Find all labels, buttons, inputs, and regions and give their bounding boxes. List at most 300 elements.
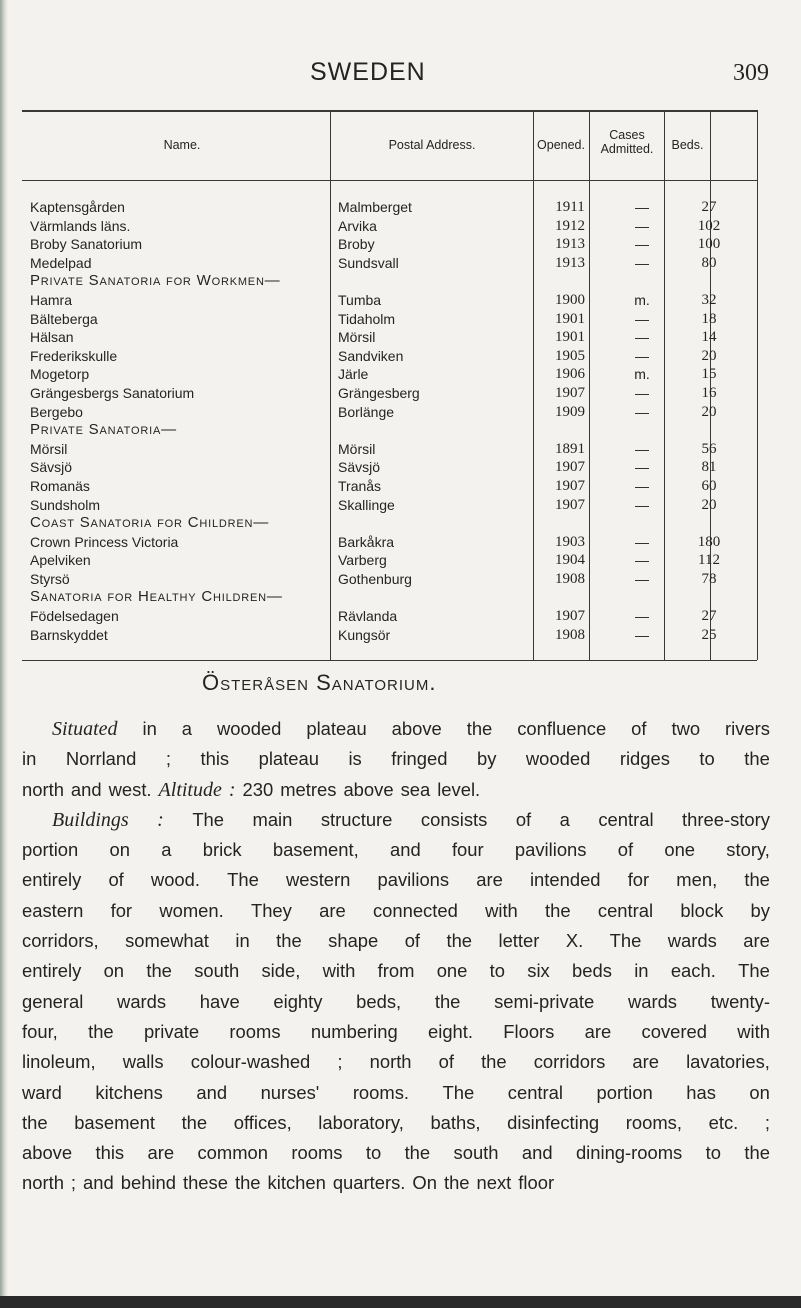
word: are [632, 1051, 659, 1073]
cell-opened: 1912 [555, 217, 585, 234]
word: the [744, 869, 770, 891]
word: to [705, 1142, 721, 1164]
cell-cases: — [635, 570, 649, 587]
word: the [404, 1142, 431, 1164]
cell-opened: 1907 [555, 459, 585, 476]
cell-cases: — [635, 217, 649, 234]
cell-opened: 1907 [555, 608, 585, 625]
cell-beds: 27 [701, 199, 717, 215]
word: plateau [258, 748, 319, 770]
word: rivers [725, 718, 770, 739]
word: letter [498, 930, 540, 952]
word: three-story [682, 808, 770, 830]
word: of [631, 718, 647, 739]
word: lavatories, [686, 1051, 770, 1073]
word: wards [667, 930, 717, 952]
table-row [22, 198, 764, 217]
word: wards [117, 990, 167, 1012]
word: central [598, 808, 654, 830]
word: basement [74, 1111, 155, 1133]
word: beds, [356, 990, 402, 1012]
cell-cases: — [635, 236, 649, 253]
word: fringed [391, 748, 448, 770]
cell-cases: — [635, 254, 649, 271]
word: dining-rooms [575, 1142, 683, 1164]
word: these [182, 1172, 228, 1194]
word: in [235, 930, 250, 952]
word: Altitude [158, 778, 222, 801]
word: Buildings [52, 808, 129, 831]
word: of [438, 1051, 454, 1073]
word: ; [165, 748, 171, 770]
word: offices, [233, 1111, 292, 1133]
text-line [22, 956, 770, 986]
cell-name: Kaptensgården [30, 199, 125, 215]
cell-beds: 27 [701, 608, 717, 625]
cell-cases: — [635, 608, 649, 625]
cell-address: Grängesberg [338, 384, 420, 401]
word: general [22, 990, 84, 1012]
word: a [181, 718, 193, 739]
table-row [22, 254, 764, 273]
word: one [436, 960, 468, 982]
cell-beds: 81 [701, 459, 717, 476]
word: entirely [22, 960, 82, 982]
word: portion [596, 1081, 653, 1103]
word: common [197, 1142, 268, 1164]
word: the [744, 748, 770, 770]
cell-address: Tidaholm [338, 310, 396, 327]
word: one [664, 839, 696, 861]
table-row [22, 440, 764, 459]
cell-address: Sandviken [338, 347, 404, 364]
cell-name: Hälsan [30, 329, 74, 346]
cell-name: Mörsil [30, 440, 68, 457]
table-row [22, 533, 764, 552]
cell-name: Bergebo [30, 403, 83, 420]
word: the [545, 899, 571, 921]
table-row [22, 607, 764, 626]
word: private [143, 1020, 200, 1042]
word: the [234, 1172, 261, 1194]
col-header-opened: Opened. [537, 138, 585, 152]
cell-address: Sundsvall [338, 254, 399, 271]
cell-beds: 20 [701, 347, 717, 364]
cell-opened: 1903 [555, 533, 585, 550]
word: etc. [708, 1111, 739, 1133]
word: central [597, 899, 654, 921]
table-group-heading [22, 588, 764, 607]
text-line [22, 1017, 770, 1047]
word: colour-washed [190, 1051, 311, 1073]
table-row [22, 570, 764, 589]
word: laboratory, [318, 1111, 404, 1133]
table-row [22, 328, 764, 347]
word: the [88, 1020, 114, 1042]
word: the [146, 960, 172, 982]
word: with [485, 899, 518, 921]
word: metres [280, 778, 337, 800]
cell-beds: 20 [701, 403, 717, 420]
cell-opened: 1906 [555, 366, 585, 383]
cell-beds: 56 [701, 440, 717, 457]
word: the [443, 1172, 470, 1194]
text-line [22, 1108, 770, 1138]
cell-beds: 102 [697, 217, 721, 234]
cell-address: Malmberget [338, 199, 412, 215]
cell-name: Grängesbergs Sanatorium [30, 384, 195, 401]
cell-address: Broby [338, 236, 375, 253]
running-head [0, 58, 801, 98]
word: shape [328, 930, 379, 952]
cell-cases: — [635, 626, 649, 643]
word: confluence [517, 718, 607, 739]
cell-opened: 1891 [555, 440, 585, 457]
cell-cases: — [635, 552, 649, 569]
word: sea [400, 778, 431, 800]
cell-opened: 1901 [555, 310, 585, 327]
cell-address: Mörsil [338, 440, 376, 457]
cell-beds: 14 [701, 329, 717, 346]
word: to [365, 1142, 382, 1164]
word: linoleum, [22, 1051, 96, 1073]
text-line [22, 1138, 770, 1168]
word: central [507, 1081, 563, 1103]
word: of [404, 930, 421, 952]
word: ; [337, 1051, 343, 1073]
cell-opened: 1908 [555, 570, 585, 587]
word: has [686, 1081, 716, 1103]
word: with [322, 960, 356, 982]
cell-name: Sanatoria for Healthy Children— [30, 588, 283, 606]
word: of [515, 808, 532, 830]
table-body [22, 198, 764, 644]
word: semi-private [494, 990, 595, 1012]
word: Floors [503, 1020, 555, 1042]
word: The [227, 869, 259, 891]
cell-name: Barnskyddet [30, 626, 108, 643]
word: the [466, 718, 493, 739]
cell-cases: — [635, 384, 649, 401]
word: rooms [291, 1142, 343, 1164]
word: by [750, 899, 770, 921]
word: pavilions [377, 869, 450, 891]
cell-name: Hamra [30, 291, 73, 308]
word: this [200, 748, 230, 770]
cell-cases: — [635, 329, 649, 346]
cell-beds: 78 [701, 570, 717, 587]
word: in [142, 718, 157, 739]
col-header-beds: Beds. [671, 138, 704, 152]
word: kitchens [95, 1081, 163, 1103]
word: a [161, 839, 172, 861]
word: The [609, 930, 642, 952]
word: the [22, 1111, 48, 1133]
word: to [489, 960, 505, 982]
word: six [527, 960, 550, 982]
cell-name: Styrsö [30, 570, 70, 587]
cell-opened: 1900 [555, 291, 585, 308]
word: the [744, 1142, 770, 1164]
cell-name: Apelviken [30, 552, 91, 569]
cell-opened: 1907 [555, 384, 585, 401]
word: The [192, 808, 225, 830]
word: the [181, 1111, 208, 1133]
word: : [157, 808, 164, 831]
word: four, [22, 1020, 58, 1042]
word: intended [529, 869, 601, 891]
cell-name: Födelsedagen [30, 608, 119, 625]
table-group-heading [22, 514, 764, 533]
word: on [103, 960, 125, 982]
word: of [617, 839, 634, 861]
word: are [319, 899, 346, 921]
cell-address: Mörsil [338, 329, 376, 346]
cell-name: Private Sanatoria— [30, 421, 177, 439]
cell-address: Gothenburg [338, 570, 412, 587]
word: entirely [22, 869, 82, 891]
word: on [109, 839, 130, 861]
word: : [228, 778, 236, 801]
word: consists [420, 808, 488, 830]
word: on [749, 1081, 770, 1103]
word: ridges [619, 748, 670, 770]
table-row [22, 291, 764, 310]
word: quarters. [332, 1172, 406, 1194]
text-line [22, 865, 770, 895]
cell-name: Sundsholm [30, 496, 101, 513]
word: men, [676, 869, 718, 891]
cell-opened: 1911 [555, 199, 585, 215]
word: rooms. [352, 1081, 410, 1103]
table-group-heading [22, 272, 764, 291]
table-header-rule [22, 180, 757, 181]
word: above [391, 718, 442, 739]
word: side, [261, 960, 301, 982]
word: X. [565, 930, 584, 952]
table-row [22, 347, 764, 366]
table-row [22, 310, 764, 329]
word: portion [22, 839, 79, 861]
word: the [276, 930, 302, 952]
word: somewhat [125, 930, 209, 952]
cell-name: Private Sanatoria for Workmen— [30, 272, 281, 290]
word: wooded [216, 718, 282, 739]
word: level. [437, 778, 481, 800]
word: a [559, 808, 570, 830]
running-title: SWEDEN [310, 58, 426, 86]
cell-name: Medelpad [30, 254, 92, 271]
word: have [199, 990, 240, 1012]
word: western [285, 869, 351, 891]
word: nurses' [260, 1081, 320, 1103]
word: for [110, 899, 133, 921]
cell-cases: — [635, 477, 649, 494]
word: in [634, 960, 649, 982]
cell-opened: 1909 [555, 403, 585, 420]
cell-beds: 80 [701, 254, 717, 271]
text-line [22, 714, 770, 744]
word: north [369, 1051, 412, 1073]
cell-address: Skallinge [338, 496, 395, 513]
word: north [22, 1172, 64, 1194]
word: beds [572, 960, 612, 982]
word: eighty [273, 990, 323, 1012]
cell-address: Rävlanda [338, 608, 398, 625]
text-line [22, 987, 770, 1017]
text-line [22, 926, 770, 956]
word: block [680, 899, 724, 921]
word: ; [70, 1172, 77, 1194]
word: ward [22, 1081, 62, 1103]
word: plateau [306, 718, 367, 739]
word: the [446, 930, 473, 952]
word: The [442, 1081, 475, 1103]
word: this [95, 1142, 125, 1164]
table-row [22, 403, 764, 422]
table-row [22, 384, 764, 403]
cell-opened: 1908 [555, 626, 585, 643]
section-title: Österåsen Sanatorium. [202, 670, 437, 695]
text-line [22, 896, 770, 926]
cell-beds: 18 [701, 310, 717, 327]
cell-opened: 1904 [555, 552, 585, 569]
col-header-cases: Cases Admitted. [600, 128, 654, 156]
cell-cases: — [635, 533, 649, 550]
table-bottom-rule [22, 660, 757, 661]
cell-beds: 60 [701, 477, 717, 494]
cell-address: Tumba [338, 291, 382, 308]
text-line [22, 775, 770, 805]
word: behind [120, 1172, 176, 1194]
word: and [196, 1081, 228, 1103]
cell-name: Crown Princess Victoria [30, 533, 179, 550]
word: west. [108, 778, 152, 800]
word: twenty- [710, 990, 770, 1012]
word: is [348, 748, 362, 770]
cell-address: Tranås [338, 477, 382, 494]
page-edge-left [0, 0, 8, 1308]
word: above [343, 778, 394, 800]
word: covered [641, 1020, 707, 1042]
word: are [743, 930, 770, 952]
word: for [627, 869, 650, 891]
table-top-rule [22, 110, 757, 112]
cell-beds: 180 [697, 533, 721, 550]
table-group-heading [22, 421, 764, 440]
text-line [22, 744, 770, 774]
cell-cases: m. [634, 366, 650, 383]
cell-opened: 1913 [555, 254, 585, 271]
word: pavilions [514, 839, 587, 861]
cell-address: Borlänge [338, 403, 395, 420]
word: from [377, 960, 415, 982]
word: are [476, 869, 503, 891]
word: wooded [525, 748, 591, 770]
cell-name: Mogetorp [30, 366, 90, 383]
word: Norrland [65, 748, 137, 770]
cell-beds: 100 [697, 236, 721, 253]
word: connected [372, 899, 458, 921]
cell-address: Barkåkra [338, 533, 395, 550]
word: and [389, 839, 421, 861]
word: south [194, 960, 240, 982]
table-row [22, 365, 764, 384]
table-row [22, 477, 764, 496]
word: four [451, 839, 484, 861]
word: above [22, 1142, 73, 1164]
word: and [521, 1142, 553, 1164]
cell-beds: 32 [701, 291, 717, 308]
cell-address: Arvika [338, 217, 377, 234]
word: Situated [52, 718, 118, 740]
word: and [70, 778, 102, 800]
table-row [22, 551, 764, 570]
word: rooms [229, 1020, 281, 1042]
cell-opened: 1913 [555, 236, 585, 253]
cell-beds: 15 [701, 366, 717, 383]
cell-opened: 1907 [555, 496, 585, 513]
table-row [22, 496, 764, 515]
text-line [22, 805, 770, 835]
cell-name: Romanäs [30, 477, 90, 494]
word: south [453, 1142, 499, 1164]
word: main [252, 808, 293, 830]
word: the [481, 1051, 507, 1073]
word: On [412, 1172, 437, 1194]
word: 230 [242, 778, 274, 800]
word: women. [159, 899, 224, 921]
word: floor [518, 1172, 555, 1194]
cell-beds: 112 [698, 552, 720, 569]
cell-address: Järle [338, 366, 369, 383]
word: baths, [430, 1111, 481, 1133]
cell-beds: 16 [701, 384, 717, 401]
word: eastern [22, 899, 84, 921]
cell-address: Sävsjö [338, 459, 381, 476]
word: corridors [533, 1051, 606, 1073]
word: wards [627, 990, 677, 1012]
cell-opened: 1907 [555, 477, 585, 494]
text-line [22, 1078, 770, 1108]
word: The [738, 960, 770, 982]
cell-cases: — [635, 310, 649, 327]
table-row [22, 235, 764, 254]
word: the [434, 990, 461, 1012]
word: with [737, 1020, 770, 1042]
text-line [22, 835, 770, 865]
sanatoria-table [22, 98, 764, 664]
page-edge-bottom [0, 1296, 801, 1308]
word: story, [726, 839, 770, 861]
word: are [147, 1142, 175, 1164]
cell-address: Varberg [338, 552, 387, 569]
word: north [22, 778, 64, 800]
word: next [476, 1172, 512, 1194]
text-line [22, 1168, 770, 1198]
cell-name: Värmlands läns. [30, 217, 131, 234]
word: of [108, 869, 124, 891]
cell-cases: — [635, 459, 649, 476]
word: ; [764, 1111, 770, 1133]
word: structure [320, 808, 393, 830]
text-line [22, 1047, 770, 1077]
word: basement, [272, 839, 359, 861]
word: corridors, [22, 930, 99, 952]
cell-name: Sävsjö [30, 459, 73, 476]
cell-name: Bälteberga [30, 310, 98, 327]
cell-cases: — [635, 199, 649, 215]
